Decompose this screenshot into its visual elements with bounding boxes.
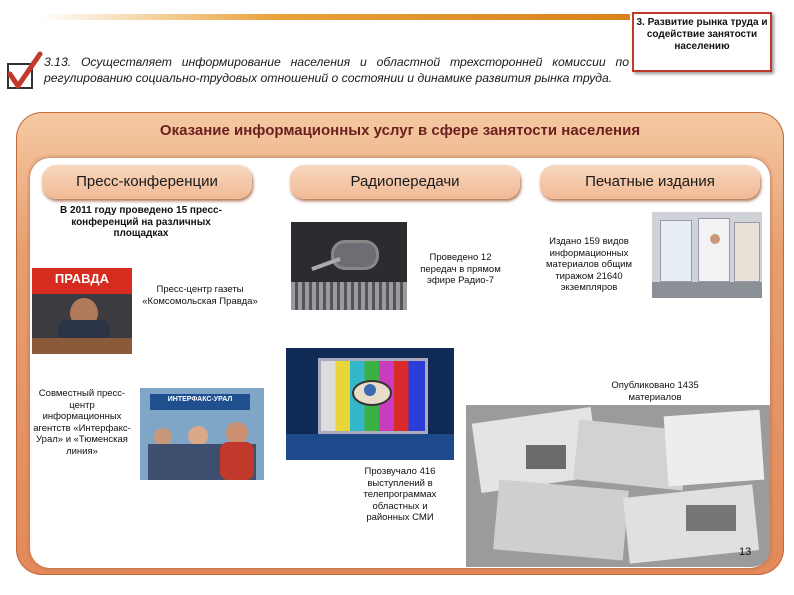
kp-press-photo (32, 268, 132, 354)
interfax-press-photo (140, 388, 264, 480)
radio-studio-photo (291, 222, 407, 310)
kp-caption: Пресс-центр газеты «Комсомольская Правда» (142, 284, 258, 307)
tab-press-conferences: Пресс-конференции (42, 165, 252, 199)
page-number: 13 (739, 546, 752, 558)
panel-title: Оказание информационных услуг в сфере занятости населения (159, 122, 641, 139)
tv-broadcast-photo (286, 348, 454, 460)
header-bar (40, 14, 630, 20)
intro-text: 3.13. Осуществляет информирование населения и областной трехсторонней комиссии по регулированию социально-трудовых отношений о состоянии и динамике развития рынка труда. (44, 55, 629, 85)
tab-radio: Радиопередачи (290, 165, 520, 199)
agencies-caption: Совместный пресс-центр информационных агентств «Интерфакс-Урал» и «Тюменская линия» (33, 388, 131, 457)
kp-banner-text: ПРАВДА (54, 271, 110, 286)
section-box: 3. Развитие рынка труда и содействие занятости населению (632, 12, 772, 72)
interfax-banner-text: ИНТЕРФАКС-УРАЛ (167, 396, 233, 403)
press-summary: В 2011 году проведено 15 пресс-конференций на различных площадках (60, 205, 222, 239)
print-issued-caption: Издано 159 видов информационных материалов общим тиражом 21640 экземпляров (545, 236, 632, 293)
exhibition-photo (652, 212, 762, 298)
checkmark-icon (4, 50, 44, 94)
tv-caption: Прозвучало 416 выступлений в телепрограммах областных и районных СМИ (363, 466, 437, 523)
print-published-caption: Опубликовано 1435 материалов (611, 380, 699, 403)
radio-caption: Проведено 12 передач в прямом эфире Радио-7 (420, 252, 501, 286)
tab-print: Печатные издания (540, 165, 760, 199)
newspapers-photo (466, 405, 770, 567)
